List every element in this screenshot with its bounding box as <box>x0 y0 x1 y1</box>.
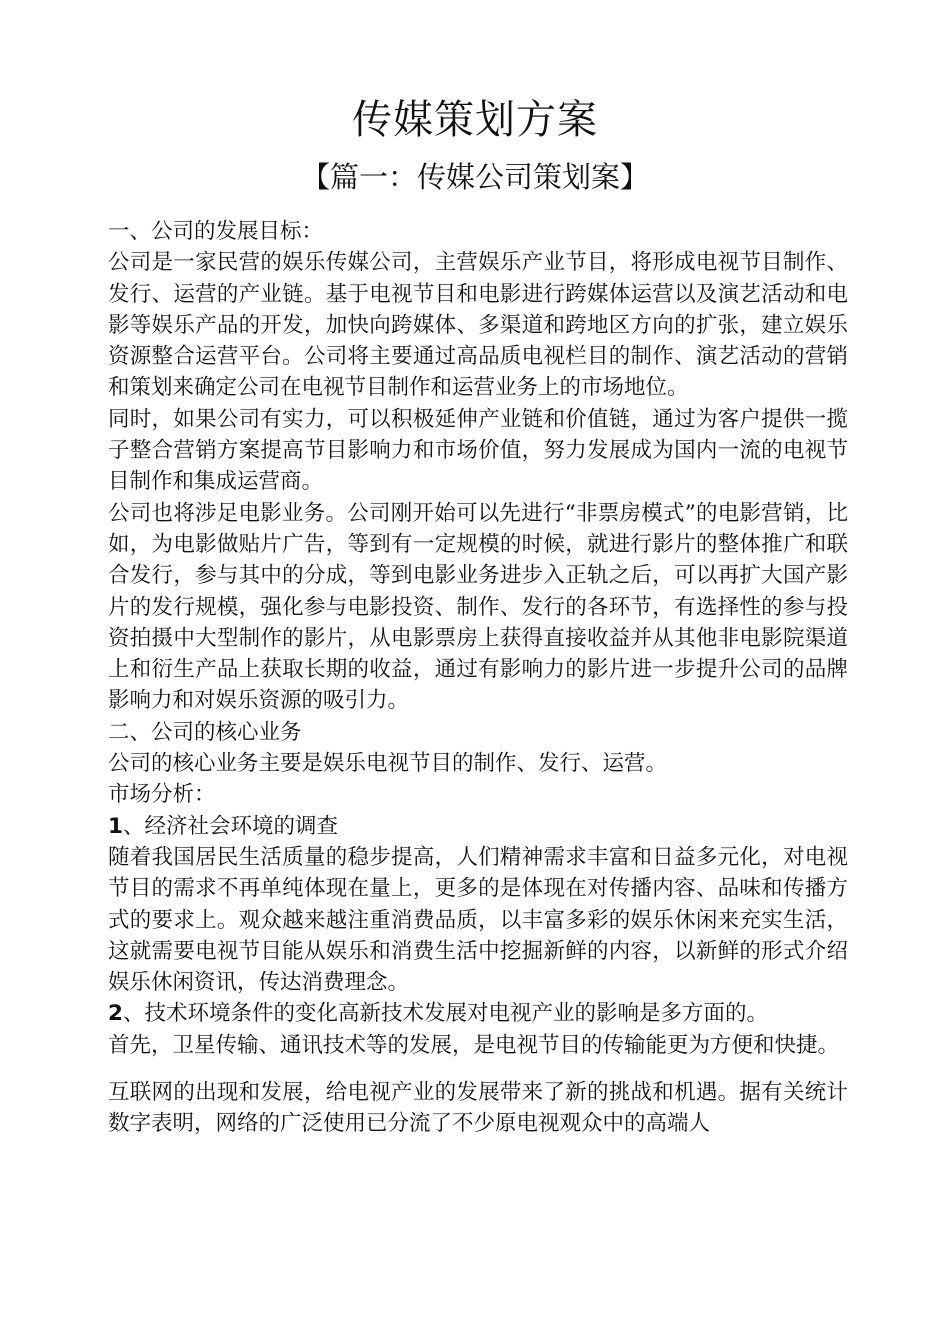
paragraph: 同时，如果公司有实力，可以积极延伸产业链和价值链，通过为客户提供一揽子整合营销方案提高节目影响力和市场价值，努力发展成为国内一流的电视节目制作和集成运营商。 <box>108 406 848 495</box>
paragraph: 公司的核心业务主要是娱乐电视节目的制作、发行、运营。 <box>108 751 668 777</box>
item-number: 1 <box>108 813 123 839</box>
document-body <box>108 216 848 1140</box>
document-title: 传媒策划方案 <box>352 97 598 143</box>
item-text: 、技术环境条件的变化高新技术发展对电视产业的影响是多方面的。 <box>122 1001 768 1027</box>
document-subtitle: 【篇一：传媒公司策划案】 <box>300 160 649 194</box>
paragraph: 公司也将涉足电影业务。公司刚开始可以先进行“非票房模式”的电影营销，比如，为电影做贴片广告，等到有一定规模的时候，就进行影片的整体推广和联合发行，参与其中的分成，等到电影业务进步入正轨之后，可以再扩大国产影片的发行规模，强化参与电影投资、制作、发行的各环节，有选择性的参与投资拍摄中大型制作的影片，从电影票房上获得直接收益并从其他非电影院渠道上和衍生产品上获取长期的收益，通过有影响力的影片进一步提升公司的品牌影响力和对娱乐资源的吸引力。 <box>108 500 848 714</box>
numbered-heading <box>108 998 848 1029</box>
section-heading-goals: 一、公司的发展目标： <box>108 219 324 244</box>
item-text: 、经济社会环境的调查 <box>122 813 338 839</box>
paragraph: 互联网的出现和发展，给电视产业的发展带来了新的挑战和机遇。据有关统计数字表明，网络的广泛使用已分流了不少原电视观众中的高端人 <box>108 1080 848 1137</box>
paragraph: 首先，卫星传输、通讯技术等的发展，是电视节目的传输能更为方便和快捷。 <box>108 1032 840 1058</box>
paragraph: 公司是一家民营的娱乐传媒公司，主营娱乐产业节目，将形成电视节目制作、发行、运营的产业链。基于电视节目和电影进行跨媒体运营以及演艺活动和电影等娱乐产品的开发，加快向跨媒体、多渠道和跨地区方向的扩张，建立娱乐资源整合运营平台。公司将主要通过高品质电视栏目的制作、演艺活动的营销和策划来确定公司在电视节目制作和运营业务上的市场地位。 <box>108 250 848 401</box>
numbered-heading <box>108 811 848 842</box>
section-heading-core-business: 二、公司的核心业务 <box>108 719 302 745</box>
section-heading-market-analysis: 市场分析： <box>108 782 216 808</box>
paragraph: 随着我国居民生活质量的稳步提高，人们精神需求丰富和日益多元化，对电视节目的需求不再单纯体现在量上，更多的是体现在对传播内容、品味和传播方式的要求上。观众越来越注重消费品质，以丰富多彩的娱乐休闲来充实生活，这就需要电视节目能从娱乐和消费生活中挖掘新鲜的内容，以新鲜的形式介绍娱乐休闲资讯，传达消费理念。 <box>108 844 848 996</box>
item-number: 2 <box>108 1001 123 1027</box>
